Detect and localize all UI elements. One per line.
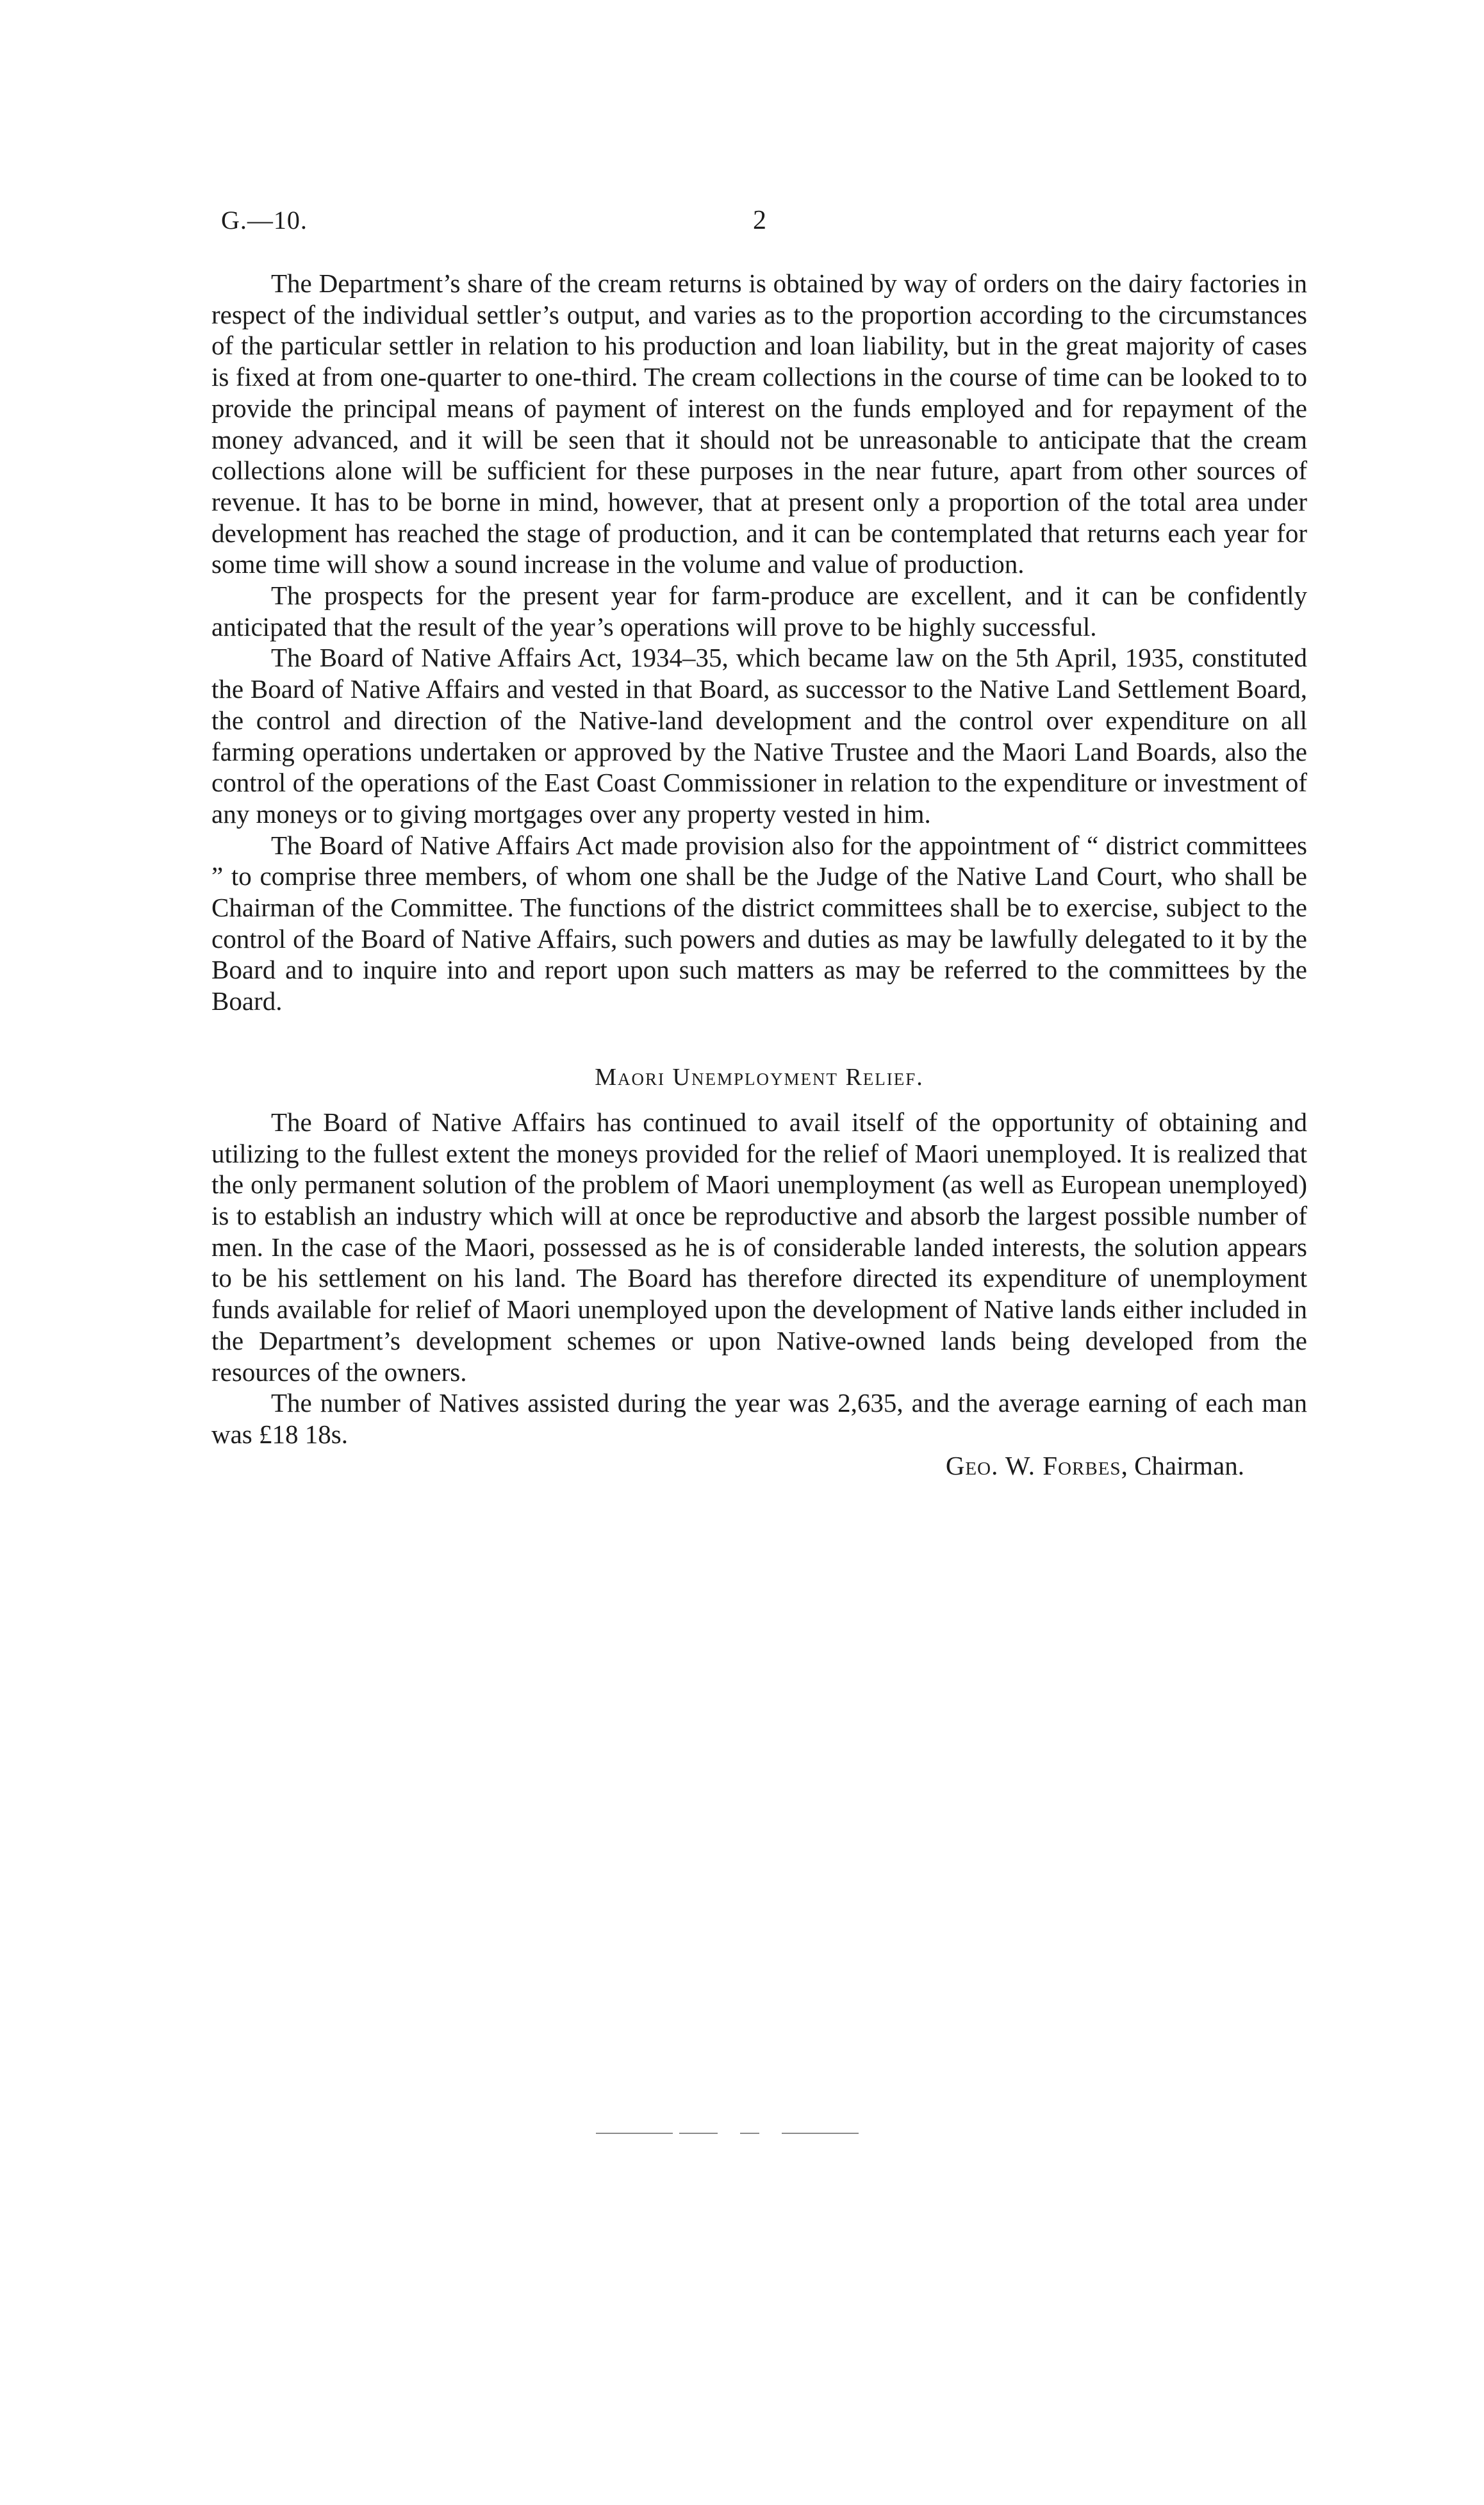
document-reference: G.—10. [221,206,308,235]
end-rule-segment [782,2133,859,2134]
end-rule-segment [679,2133,718,2134]
signature-title: , Chairman. [1121,1450,1244,1480]
signature-name: Geo. W. Forbes [945,1450,1121,1480]
end-rule-segment [596,2133,673,2134]
paragraph-natives-assisted: The number of Natives assisted during the year was 2,635, and the average earning of each man was £18 18s. [211,1388,1307,1449]
signature [211,1450,1307,1482]
page-header [221,205,1310,244]
paragraph-district-committees: The Board of Native Affairs Act made provision also for the appointment of “ district committees ” to comprise three members, of whom one shall be the Judge of the Native Land Court, who shall be Chairman of the Committee. The functions of the district committees shall be to exercise, subject to the control of the Board of Native Affairs, such powers and duties as may be lawfully delegated to it by the Board and to inquire into and report upon such matters as may be referred to the committees by the Board. [211,830,1307,1016]
document-body [211,268,1307,1481]
paragraph-prospects: The prospects for the present year for farm-produce are excellent, and it can be confidently anticipated that the result of the year’s operations will prove to be highly successful. [211,581,1307,641]
section-heading: Maori Unemployment Relief. [595,1063,924,1091]
end-rule-segment [740,2133,759,2134]
paragraph-cream-returns: The Department’s share of the cream returns is obtained by way of orders on the dairy factories in respect of the individual settler’s output, and varies as to the proportion according to the circumstances of the particular settler in relation to his production and loan liability, but in the great majority of cases is fixed at from one-quarter to one-third. The cream collections in the course of time can be looked to to provide the principal means of payment of interest on the funds employed and for repayment of the money advanced, and it will be seen that it should not be unreasonable to anticipate that the cream collections alone will be sufficient for these purposes in the near future, apart from other sources of revenue. It has to be borne in mind, however, that at present only a proportion of the total area under development has reached the stage of production, and it can be contemplated that returns each year for some time will show a sound increase in the volume and value of production. [211,269,1307,579]
paragraph-unemployment-relief: The Board of Native Affairs has continued to avail itself of the opportunity of obtaining and utilizing to the fullest extent the moneys provided for the relief of Maori unemployed. It is realized that the only permanent solution of the problem of Maori unemployment (as well as European unemployed) is to establish an industry which will at once be reproductive and absorb the largest possible number of men. In the case of the Maori, possessed as he is of considerable landed interests, the solution appears to be his settlement on his land. The Board has therefore directed its expenditure of unemployment funds available for relief of Maori unemployed upon the development of Native lands either included in the Department’s development schemes or upon Native-owned lands being developed from the resources of the owners. [211,1107,1307,1387]
paragraph-board-act: The Board of Native Affairs Act, 1934–35, which became law on the 5th April, 1935, constituted the Board of Native Affairs and vested in that Board, as successor to the Native Land Settlement Board, the control and direction of the Native-land development and the control over expenditure on all farming operations undertaken or approved by the Native Trustee and the Maori Land Boards, also the control of the operations of the East Coast Commissioner in relation to the expenditure or investment of any moneys or to giving mortgages over any property vested in him. [211,643,1307,829]
end-rule [596,2133,859,2137]
page-number: 2 [753,206,766,235]
